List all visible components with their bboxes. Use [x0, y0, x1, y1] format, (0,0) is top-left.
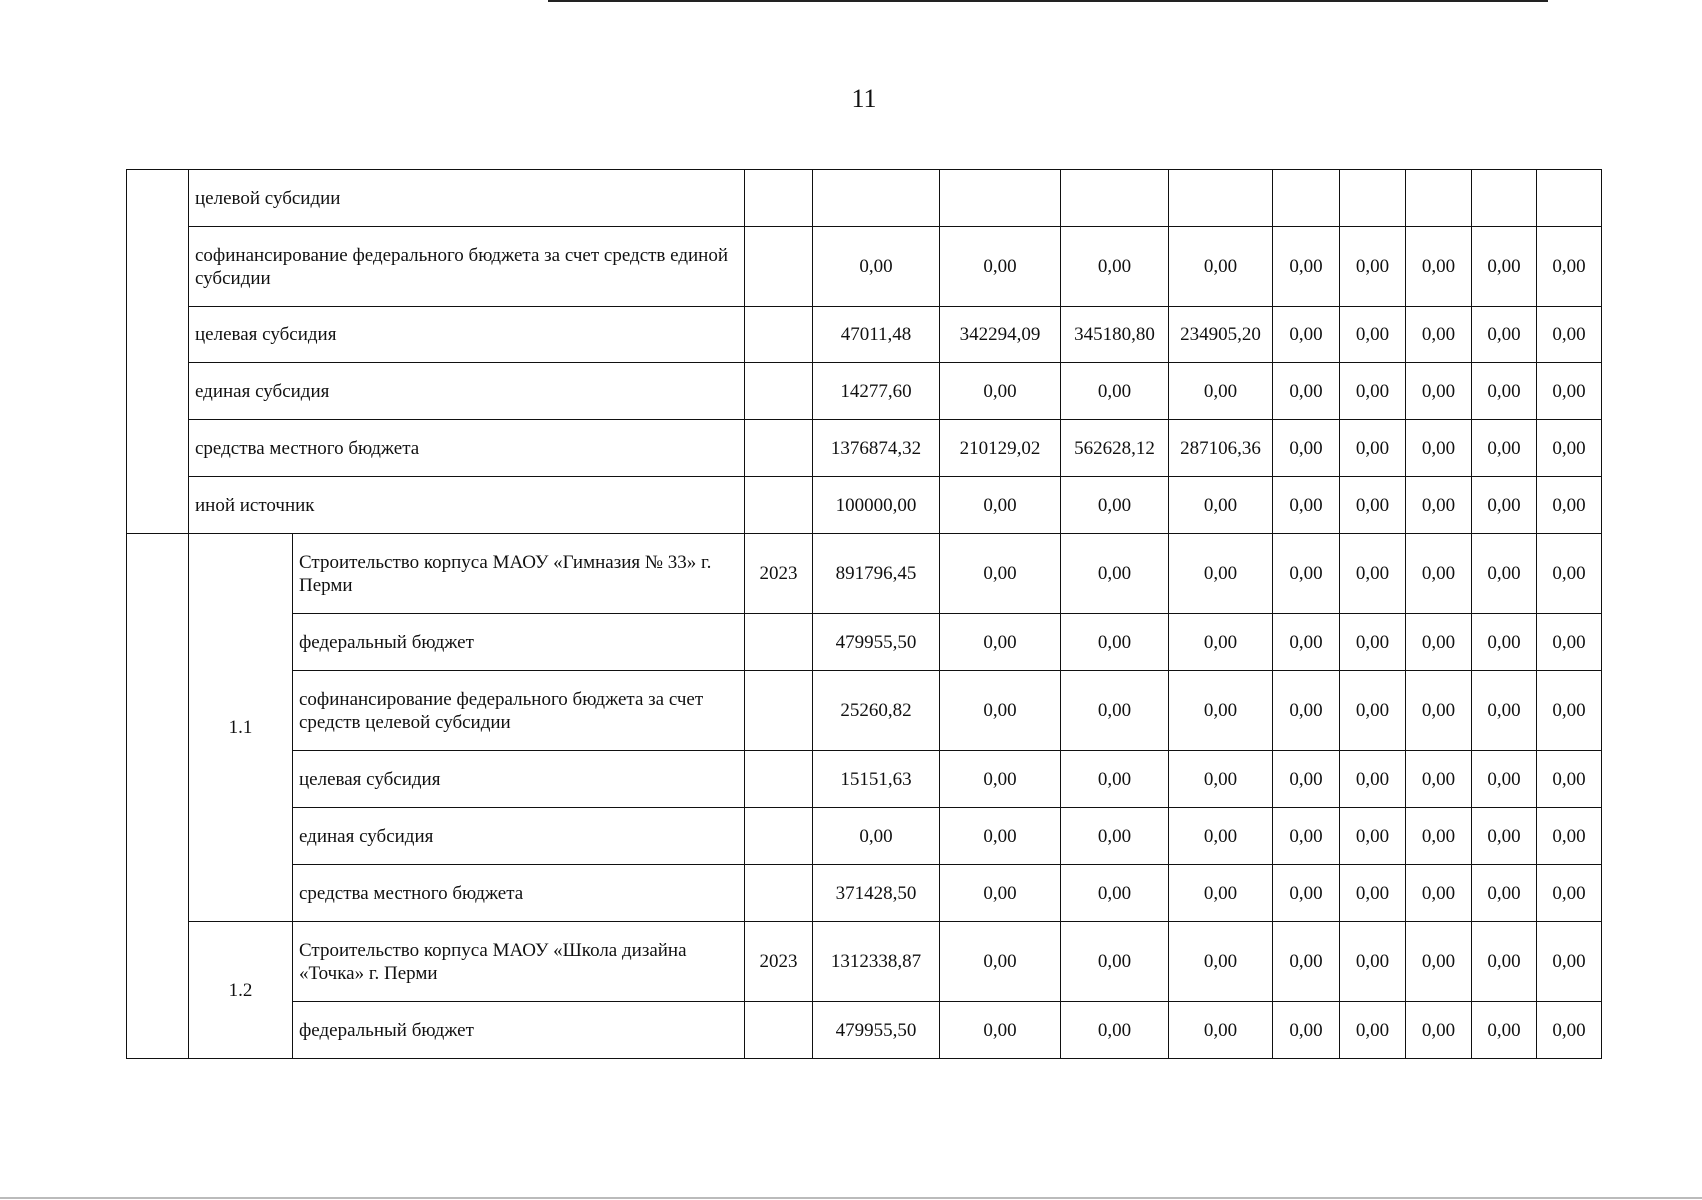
value-cell: 0,00 — [1406, 477, 1472, 534]
row-label: единая субсидия — [293, 808, 745, 865]
value-cell: 0,00 — [1472, 227, 1537, 307]
value-cell: 0,00 — [1340, 477, 1406, 534]
value-cell — [1273, 170, 1340, 227]
value-cell: 15151,63 — [813, 751, 940, 808]
value-cell: 0,00 — [1537, 1002, 1602, 1059]
value-cell: 0,00 — [940, 614, 1061, 671]
value-cell: 0,00 — [1169, 1002, 1273, 1059]
value-cell: 25260,82 — [813, 671, 940, 751]
value-cell: 0,00 — [1472, 671, 1537, 751]
value-cell: 0,00 — [1273, 1002, 1340, 1059]
value-cell: 0,00 — [1061, 614, 1169, 671]
value-cell: 0,00 — [1537, 922, 1602, 1002]
value-cell: 14277,60 — [813, 363, 940, 420]
value-cell — [940, 170, 1061, 227]
year-cell — [745, 363, 813, 420]
value-cell: 0,00 — [1169, 751, 1273, 808]
value-cell: 1376874,32 — [813, 420, 940, 477]
value-cell: 0,00 — [1061, 671, 1169, 751]
value-cell: 0,00 — [1061, 477, 1169, 534]
value-cell: 0,00 — [1340, 227, 1406, 307]
year-cell — [745, 420, 813, 477]
value-cell: 0,00 — [1406, 865, 1472, 922]
value-cell: 0,00 — [1472, 808, 1537, 865]
value-cell: 0,00 — [940, 1002, 1061, 1059]
year-cell — [745, 865, 813, 922]
row-label: софинансирование федерального бюджета за счет средств единой субсидии — [189, 227, 745, 307]
value-cell: 342294,09 — [940, 307, 1061, 363]
value-cell: 0,00 — [940, 751, 1061, 808]
value-cell: 0,00 — [1406, 307, 1472, 363]
year-cell — [745, 307, 813, 363]
table-row — [127, 614, 1602, 671]
value-cell: 0,00 — [1169, 808, 1273, 865]
value-cell: 0,00 — [1340, 808, 1406, 865]
value-cell: 0,00 — [1273, 614, 1340, 671]
value-cell: 0,00 — [1537, 534, 1602, 614]
value-cell: 0,00 — [1340, 1002, 1406, 1059]
value-cell: 0,00 — [1273, 307, 1340, 363]
value-cell — [813, 170, 940, 227]
table-row — [127, 307, 1602, 363]
value-cell: 0,00 — [1340, 922, 1406, 1002]
value-cell: 0,00 — [1273, 751, 1340, 808]
value-cell: 0,00 — [813, 227, 940, 307]
value-cell: 0,00 — [1472, 922, 1537, 1002]
value-cell: 0,00 — [1472, 865, 1537, 922]
value-cell: 0,00 — [1273, 808, 1340, 865]
year-cell — [745, 751, 813, 808]
year-cell — [745, 671, 813, 751]
value-cell: 0,00 — [1537, 307, 1602, 363]
year-cell — [745, 170, 813, 227]
value-cell: 0,00 — [1537, 477, 1602, 534]
value-cell — [1537, 170, 1602, 227]
value-cell: 0,00 — [1169, 227, 1273, 307]
value-cell: 0,00 — [1273, 420, 1340, 477]
row-label: федеральный бюджет — [293, 614, 745, 671]
table-row — [127, 865, 1602, 922]
value-cell: 0,00 — [940, 363, 1061, 420]
value-cell: 0,00 — [1273, 477, 1340, 534]
row-label: иной источник — [189, 477, 745, 534]
value-cell: 0,00 — [940, 534, 1061, 614]
value-cell: 0,00 — [1061, 922, 1169, 1002]
value-cell: 0,00 — [1273, 363, 1340, 420]
row-label: Строительство корпуса МАОУ «Гимназия № 33» г. Перми — [293, 534, 745, 614]
outer-index-cell — [127, 534, 189, 1059]
value-cell: 0,00 — [1340, 865, 1406, 922]
year-cell — [745, 614, 813, 671]
value-cell: 0,00 — [1406, 420, 1472, 477]
value-cell: 0,00 — [1061, 363, 1169, 420]
value-cell: 0,00 — [1537, 808, 1602, 865]
table-row — [127, 751, 1602, 808]
value-cell — [1406, 170, 1472, 227]
year-cell — [745, 808, 813, 865]
value-cell: 0,00 — [1273, 671, 1340, 751]
value-cell: 0,00 — [1340, 751, 1406, 808]
value-cell: 0,00 — [1169, 614, 1273, 671]
value-cell: 0,00 — [1340, 671, 1406, 751]
value-cell: 0,00 — [1273, 534, 1340, 614]
value-cell: 0,00 — [1340, 534, 1406, 614]
value-cell — [1340, 170, 1406, 227]
value-cell: 0,00 — [1406, 751, 1472, 808]
value-cell: 0,00 — [1537, 420, 1602, 477]
value-cell: 0,00 — [1537, 751, 1602, 808]
row-label: единая субсидия — [189, 363, 745, 420]
table-row — [127, 477, 1602, 534]
outer-index-cell — [127, 170, 189, 534]
value-cell: 0,00 — [1406, 808, 1472, 865]
value-cell: 0,00 — [1472, 420, 1537, 477]
value-cell: 0,00 — [1472, 614, 1537, 671]
value-cell: 0,00 — [1406, 363, 1472, 420]
value-cell: 0,00 — [1169, 477, 1273, 534]
value-cell: 891796,45 — [813, 534, 940, 614]
value-cell — [1169, 170, 1273, 227]
value-cell: 0,00 — [1061, 227, 1169, 307]
row-label: Строительство корпуса МАОУ «Школа дизайна «Точка» г. Перми — [293, 922, 745, 1002]
year-cell — [745, 227, 813, 307]
row-label: средства местного бюджета — [189, 420, 745, 477]
year-cell: 2023 — [745, 922, 813, 1002]
year-cell: 2023 — [745, 534, 813, 614]
value-cell: 0,00 — [1472, 1002, 1537, 1059]
value-cell: 0,00 — [1273, 227, 1340, 307]
value-cell: 0,00 — [1340, 614, 1406, 671]
row-label: целевая субсидия — [293, 751, 745, 808]
value-cell: 0,00 — [1537, 363, 1602, 420]
table-row — [127, 671, 1602, 751]
value-cell — [1061, 170, 1169, 227]
year-cell — [745, 1002, 813, 1059]
value-cell: 562628,12 — [1061, 420, 1169, 477]
table-row — [127, 922, 1602, 1002]
value-cell: 0,00 — [1537, 614, 1602, 671]
value-cell: 0,00 — [1406, 922, 1472, 1002]
table-row — [127, 534, 1602, 614]
row-label: софинансирование федерального бюджета за счет средств целевой субсидии — [293, 671, 745, 751]
row-label: целевой субсидии — [189, 170, 745, 227]
row-label: средства местного бюджета — [293, 865, 745, 922]
value-cell: 0,00 — [940, 865, 1061, 922]
value-cell: 371428,50 — [813, 865, 940, 922]
value-cell: 1312338,87 — [813, 922, 940, 1002]
table-row — [127, 1002, 1602, 1059]
bottom-rule — [0, 1197, 1702, 1199]
page-number: 11 — [851, 84, 877, 113]
value-cell: 479955,50 — [813, 614, 940, 671]
group-index: 1.2 — [189, 922, 293, 1059]
value-cell: 0,00 — [940, 477, 1061, 534]
value-cell: 0,00 — [1061, 1002, 1169, 1059]
row-label: федеральный бюджет — [293, 1002, 745, 1059]
table-row — [127, 170, 1602, 227]
value-cell: 0,00 — [1061, 534, 1169, 614]
value-cell: 0,00 — [1537, 227, 1602, 307]
value-cell: 0,00 — [1472, 751, 1537, 808]
budget-table — [126, 169, 1602, 1059]
value-cell: 0,00 — [1340, 420, 1406, 477]
value-cell: 479955,50 — [813, 1002, 940, 1059]
value-cell: 0,00 — [940, 808, 1061, 865]
table-row — [127, 808, 1602, 865]
value-cell: 0,00 — [1537, 865, 1602, 922]
value-cell: 0,00 — [1169, 534, 1273, 614]
value-cell: 0,00 — [1061, 751, 1169, 808]
value-cell: 0,00 — [1472, 363, 1537, 420]
top-rule — [548, 0, 1548, 2]
value-cell: 0,00 — [1169, 865, 1273, 922]
value-cell: 0,00 — [940, 671, 1061, 751]
value-cell: 0,00 — [940, 922, 1061, 1002]
value-cell: 0,00 — [1061, 808, 1169, 865]
value-cell: 0,00 — [1169, 922, 1273, 1002]
value-cell: 345180,80 — [1061, 307, 1169, 363]
value-cell: 0,00 — [1472, 477, 1537, 534]
value-cell: 0,00 — [1406, 227, 1472, 307]
value-cell: 0,00 — [813, 808, 940, 865]
value-cell: 0,00 — [1472, 307, 1537, 363]
value-cell: 0,00 — [1340, 307, 1406, 363]
table-row — [127, 363, 1602, 420]
value-cell: 0,00 — [1406, 614, 1472, 671]
value-cell: 287106,36 — [1169, 420, 1273, 477]
group-index: 1.1 — [189, 534, 293, 922]
row-label: целевая субсидия — [189, 307, 745, 363]
table-row — [127, 227, 1602, 307]
value-cell: 234905,20 — [1169, 307, 1273, 363]
value-cell: 0,00 — [1273, 922, 1340, 1002]
value-cell: 0,00 — [1472, 534, 1537, 614]
value-cell: 0,00 — [1406, 671, 1472, 751]
value-cell: 100000,00 — [813, 477, 940, 534]
value-cell: 47011,48 — [813, 307, 940, 363]
value-cell — [1472, 170, 1537, 227]
value-cell: 0,00 — [940, 227, 1061, 307]
year-cell — [745, 477, 813, 534]
value-cell: 0,00 — [1169, 363, 1273, 420]
value-cell: 0,00 — [1537, 671, 1602, 751]
value-cell: 0,00 — [1406, 534, 1472, 614]
value-cell: 0,00 — [1169, 671, 1273, 751]
value-cell: 0,00 — [1406, 1002, 1472, 1059]
value-cell: 210129,02 — [940, 420, 1061, 477]
value-cell: 0,00 — [1340, 363, 1406, 420]
value-cell: 0,00 — [1061, 865, 1169, 922]
table-row — [127, 420, 1602, 477]
value-cell: 0,00 — [1273, 865, 1340, 922]
